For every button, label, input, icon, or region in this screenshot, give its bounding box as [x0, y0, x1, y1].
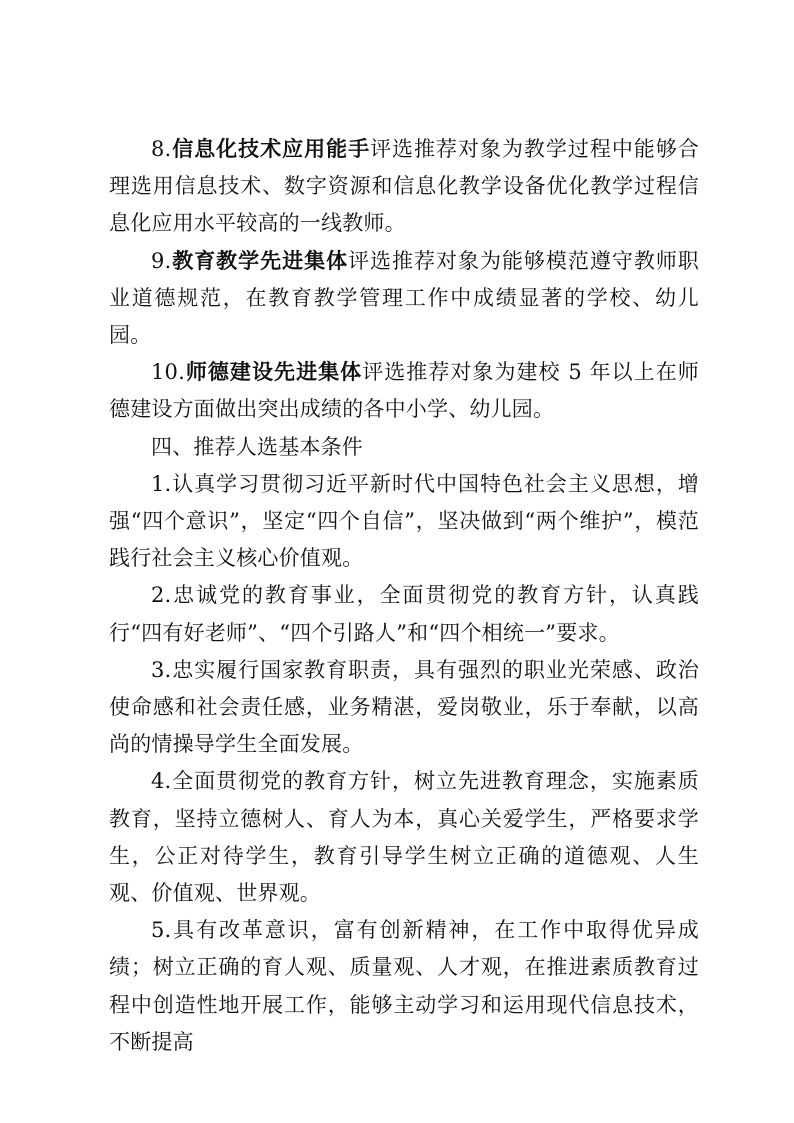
paragraph-8-number: 8. — [151, 137, 172, 161]
document-body — [109, 131, 699, 1061]
condition-1: 1.认真学习贯彻习近平新时代中国特色社会主义思想，增强“四个意识”，坚定“四个自信”，坚决做到“两个维护”，模范践行社会主义核心价值观。 — [109, 471, 699, 571]
paragraph-8-keyword: 信息化技术应用能手 — [171, 137, 371, 161]
paragraph-10-keyword: 师德建设先进集体 — [185, 360, 363, 385]
paragraph-9-keyword: 教育教学先进集体 — [171, 248, 349, 273]
paragraph-10-number: 10. — [151, 360, 185, 385]
paragraph-8-text: 评选推荐对象为教学过程中能够合理选用信息技术、数字资源和信息化教学设备优化教学过程信息化应用水平较高的一线教师。 — [109, 137, 699, 236]
paragraph-10-text: 评选推荐对象为建校 5 年以上在师德建设方面做出突出成绩的各中小学、幼儿园。 — [109, 360, 699, 422]
paragraph-9 — [109, 243, 699, 355]
paragraph-10 — [109, 354, 699, 428]
condition-3: 3.忠实履行国家教育职责，具有强烈的职业光荣感、政治使命感和社会责任感，业务精湛，爱岗敬业，乐于奉献，以高尚的情操导学生全面发展。 — [109, 657, 699, 757]
paragraph-9-number: 9. — [151, 248, 172, 273]
section-heading: 四、推荐人选基本条件 — [151, 434, 363, 459]
condition-4: 4.全面贯彻党的教育方针，树立先进教育理念，实施素质教育，坚持立德树人、育人为本，真心关爱学生，严格要求学生，公正对待学生，教育引导学生树立正确的道德观、人生观、价值观、世界观。 — [109, 769, 699, 906]
paragraph-9-text: 评选推荐对象为能够模范遵守教师职业道德规范，在教育教学管理工作中成绩显著的学校、幼儿园。 — [109, 248, 699, 348]
condition-2: 2.忠诚党的教育事业，全面贯彻党的教育方针，认真践行“四有好老师”、“四个引路人”和“四个相统一”要求。 — [109, 583, 699, 645]
paragraph-8 — [109, 131, 699, 243]
condition-5: 5.具有改革意识，富有创新精神，在工作中取得优异成绩；树立正确的育人观、质量观、人才观，在推进素质教育过程中创造性地开展工作，能够主动学习和运用现代信息技术，不断提高 — [109, 918, 699, 1054]
